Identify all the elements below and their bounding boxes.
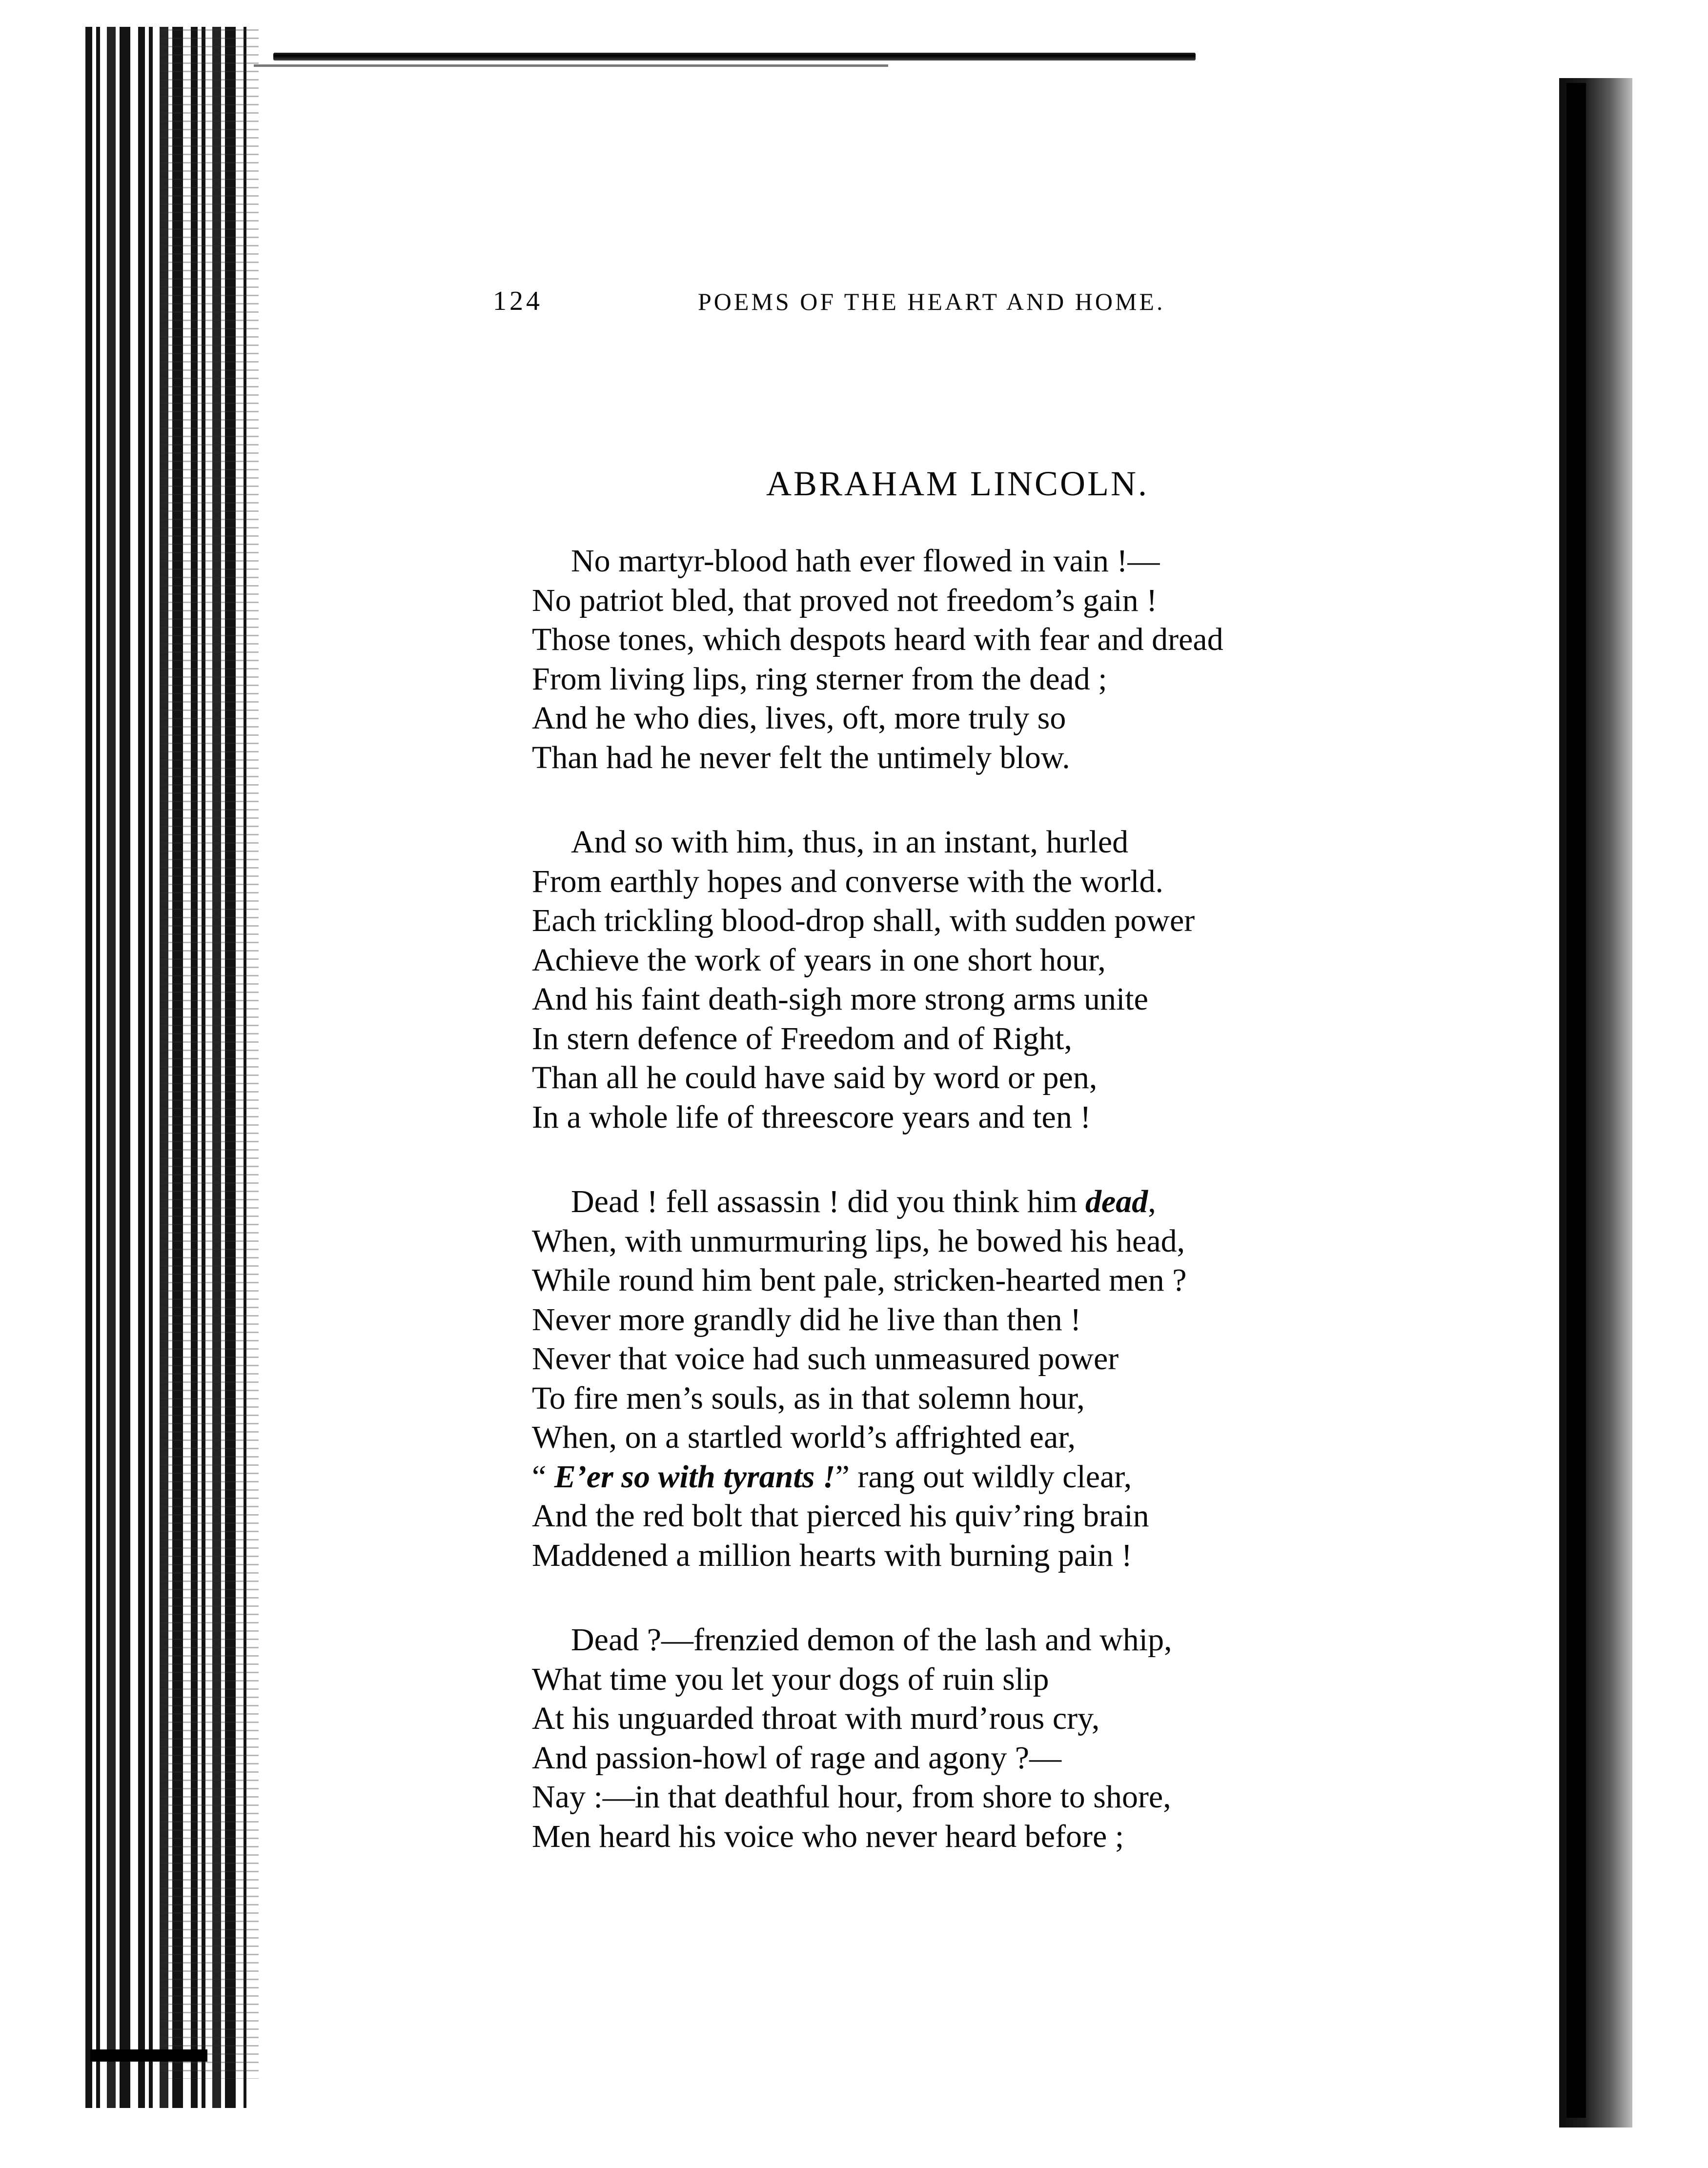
binding-base-mark [90, 2049, 207, 2062]
poem-line [532, 1458, 1459, 1497]
poem-line: From earthly hopes and converse with the world. [532, 863, 1164, 899]
poem-line: In stern defence of Freedom and of Right, [532, 1020, 1072, 1056]
quote-close: ” rang out wildly clear, [835, 1459, 1132, 1495]
poem-line: Never more grandly did he live than then ! [532, 1301, 1081, 1337]
poem-line: No martyr-blood hath ever flowed in vain !— [571, 543, 1160, 579]
scan-noise [161, 29, 259, 2079]
poem-body [532, 542, 1459, 1902]
poem-text: , [1148, 1184, 1156, 1219]
poem-line: Those tones, which despots heard with fear and dread [532, 622, 1223, 657]
stanza-4 [532, 1621, 1459, 1856]
poem-line: And his faint death-sigh more strong arms unite [532, 981, 1148, 1017]
poem-line: Nay :—in that deathful hour, from shore to shore, [532, 1779, 1171, 1815]
poem-title: ABRAHAM LINCOLN. [766, 464, 1149, 503]
stanza-2 [532, 823, 1459, 1137]
stanza-3 [532, 1182, 1459, 1575]
poem-line: No patriot bled, that proved not freedom’s gain ! [532, 582, 1158, 618]
top-edge-rule-thin [254, 64, 888, 67]
poem-line: Achieve the work of years in one short hour, [532, 942, 1106, 978]
poem-line: And so with him, thus, in an instant, hurled [571, 824, 1129, 860]
quote-open: “ [532, 1459, 547, 1495]
poem-line: At his unguarded throat with murd’rous cry, [532, 1701, 1100, 1736]
italic-word: dead [1085, 1184, 1148, 1219]
poem-line: While round him bent pale, stricken-hearted men ? [532, 1262, 1187, 1298]
poem-line: And the red bolt that pierced his quiv’ring brain [532, 1498, 1149, 1534]
poem-line: Than had he never felt the untimely blow. [532, 739, 1070, 775]
running-head [493, 285, 1274, 320]
poem-line: Maddened a million hearts with burning pain ! [532, 1537, 1132, 1573]
stanza-1 [532, 542, 1459, 777]
italic-quote: E’er so with tyrants ! [554, 1459, 835, 1495]
poem-text: Dead ! fell assassin ! did you think him [571, 1184, 1086, 1219]
poem-line: Dead ?—frenzied demon of the lash and whip, [571, 1622, 1172, 1658]
poem-line [532, 1182, 1459, 1222]
poem-line: When, on a startled world’s affrighted ear, [532, 1419, 1076, 1455]
right-page-edge-band [1566, 83, 1586, 2118]
running-title: POEMS OF THE HEART AND HOME. [698, 288, 1165, 315]
poem-line: From living lips, ring sterner from the dead ; [532, 661, 1107, 697]
poem-line: Never that voice had such unmeasured power [532, 1341, 1119, 1377]
poem-line: Men heard his voice who never heard before ; [532, 1818, 1124, 1854]
poem-line: Each trickling blood-drop shall, with sudden power [532, 903, 1195, 938]
poem-line: When, with unmurmuring lips, he bowed his head, [532, 1223, 1185, 1259]
poem-line: Than all he could have said by word or pen, [532, 1060, 1098, 1095]
poem-line: What time you let your dogs of ruin slip [532, 1661, 1049, 1697]
poem-line: In a whole life of threescore years and ten ! [532, 1099, 1091, 1135]
page-number: 124 [493, 286, 543, 316]
poem-line: And passion-howl of rage and agony ?— [532, 1740, 1062, 1776]
poem-line: And he who dies, lives, oft, more truly so [532, 700, 1066, 736]
poem-line: To fire men’s souls, as in that solemn hour, [532, 1380, 1085, 1416]
top-edge-rule [273, 53, 1196, 61]
